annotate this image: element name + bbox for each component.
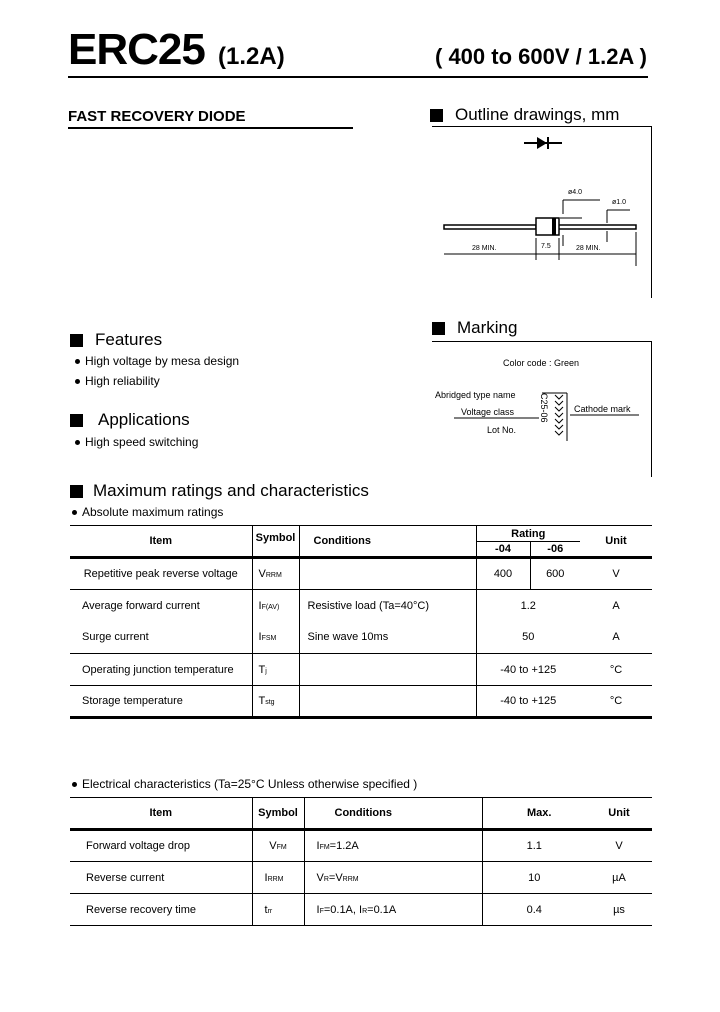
outline-heading xyxy=(430,105,619,125)
bullet-dot-icon xyxy=(72,510,77,515)
cell-symbol: VRRM xyxy=(252,558,299,590)
device-type-underline xyxy=(68,127,353,129)
cell-symbol: VFM xyxy=(252,830,304,862)
cell-unit: A xyxy=(612,599,620,612)
cell-conditions: IFM=1.2A xyxy=(304,830,482,862)
square-bullet-icon xyxy=(432,322,445,335)
cell-conditions: IF=0.1A, IR=0.1A xyxy=(304,894,482,926)
table-row xyxy=(70,622,652,654)
cell-conditions: VR=VRRM xyxy=(304,862,482,894)
cell-item: Storage temperature xyxy=(82,695,183,707)
svg-text:28 MIN.: 28 MIN. xyxy=(472,245,497,252)
cell-rating: -40 to +125 xyxy=(476,654,580,686)
col-item: Item xyxy=(149,807,173,819)
cell-rating-06: 600 xyxy=(530,558,580,590)
svg-text:Lot No.: Lot No. xyxy=(487,425,517,435)
bullet-dot-icon xyxy=(72,782,77,787)
marking-drawing xyxy=(432,385,652,445)
cell-max: 10 xyxy=(482,862,586,894)
ratings-heading-label: Maximum ratings and characteristics xyxy=(93,481,369,500)
square-bullet-icon xyxy=(70,334,83,347)
electrical-text: Electrical characteristics (Ta=25°C Unless otherwise specified ) xyxy=(82,777,418,791)
bullet-dot-icon xyxy=(75,359,80,364)
outline-frame-top xyxy=(432,126,652,127)
cell-item: Operating junction temperature xyxy=(82,663,234,676)
diode-symbol-icon xyxy=(524,137,562,149)
col-max: Max. xyxy=(482,798,586,830)
col-conditions: Conditions xyxy=(304,798,482,830)
svg-text:ø4.0: ø4.0 xyxy=(568,189,583,196)
cell-conditions: Resistive load (Ta=40°C) xyxy=(299,590,476,622)
square-bullet-icon xyxy=(430,109,443,122)
electrical-characteristics-table xyxy=(70,797,652,926)
table-row xyxy=(70,894,652,926)
cell-symbol: IF(AV) xyxy=(252,590,299,622)
marking-frame-top xyxy=(432,341,652,342)
applications-heading xyxy=(70,410,190,430)
cell-unit: A xyxy=(612,631,620,644)
table-row xyxy=(70,654,652,686)
col-symbol: Symbol xyxy=(252,798,304,830)
electrical-label xyxy=(72,776,417,792)
cell-item: Reverse recovery time xyxy=(86,903,197,916)
absolute-max-ratings-table xyxy=(70,525,652,719)
applications-heading-label: Applications xyxy=(98,410,190,429)
table-row xyxy=(70,686,652,718)
cell-max: 0.4 xyxy=(482,894,586,926)
device-type: FAST RECOVERY DIODE xyxy=(68,108,246,125)
col-conditions: Conditions xyxy=(299,526,476,558)
cell-unit: °C xyxy=(609,695,623,707)
cell-unit: °C xyxy=(609,663,623,676)
abs-max-label xyxy=(72,504,223,520)
cell-conditions xyxy=(299,686,476,718)
feature-text: High voltage by mesa design xyxy=(85,354,240,368)
abs-max-text: Absolute maximum ratings xyxy=(82,505,224,519)
col-rating-04: -04 xyxy=(476,542,530,558)
ratings-heading xyxy=(70,481,369,501)
cell-item: Average forward current xyxy=(82,599,200,612)
svg-text:28 MIN.: 28 MIN. xyxy=(576,245,601,252)
cell-symbol: IRRM xyxy=(252,862,304,894)
svg-text:Cathode mark: Cathode mark xyxy=(574,404,631,414)
title-divider xyxy=(68,76,648,78)
svg-text:C25-06: C25-06 xyxy=(539,393,549,423)
cell-max: 1.1 xyxy=(482,830,586,862)
col-unit: Unit xyxy=(605,535,627,547)
outline-drawing xyxy=(430,128,650,298)
table-row xyxy=(70,862,652,894)
features-heading-label: Features xyxy=(95,330,163,349)
cell-symbol: trr xyxy=(252,894,304,926)
cell-item: Repetitive peak reverse voltage xyxy=(83,568,238,580)
col-rating: Rating xyxy=(476,526,580,542)
cell-item: Forward voltage drop xyxy=(86,840,190,852)
svg-text:Voltage class: Voltage class xyxy=(461,407,515,417)
col-item: Item xyxy=(149,535,173,547)
outline-frame-right xyxy=(651,126,652,298)
svg-text:7.5: 7.5 xyxy=(541,243,551,250)
square-bullet-icon xyxy=(70,414,83,427)
svg-text:ø1.0: ø1.0 xyxy=(612,199,627,206)
cell-rating: 50 xyxy=(476,622,580,654)
square-bullet-icon xyxy=(70,485,83,498)
cell-unit: µs xyxy=(613,903,625,916)
voltage-current-range: ( 400 to 600V / 1.2A ) xyxy=(435,44,647,69)
feature-item xyxy=(75,373,160,389)
cell-symbol: Tstg xyxy=(252,686,299,718)
cell-rating-04: 400 xyxy=(476,558,530,590)
table-row xyxy=(70,590,652,622)
cell-unit: V xyxy=(612,568,620,580)
bullet-dot-icon xyxy=(75,379,80,384)
cell-conditions xyxy=(299,558,476,590)
col-unit: Unit xyxy=(608,807,630,819)
bullet-dot-icon xyxy=(75,440,80,445)
table-row xyxy=(70,558,652,590)
marking-heading-label: Marking xyxy=(457,318,518,337)
current-rating: (1.2A) xyxy=(218,43,285,70)
cell-unit: V xyxy=(615,840,623,852)
svg-text:Abridged type name: Abridged type name xyxy=(435,390,516,400)
part-number: ERC25 xyxy=(68,25,205,74)
application-text: High speed switching xyxy=(85,435,199,449)
marking-heading xyxy=(432,318,517,338)
cell-item: Surge current xyxy=(82,631,149,644)
feature-item xyxy=(75,353,239,369)
color-code: Color code : Green xyxy=(503,358,580,368)
cell-conditions xyxy=(299,654,476,686)
cell-unit: µA xyxy=(612,871,626,884)
cell-symbol: IFSM xyxy=(252,622,299,654)
features-heading xyxy=(70,330,162,350)
application-item xyxy=(75,434,198,450)
outline-heading-label: Outline drawings, mm xyxy=(455,105,620,124)
cell-conditions: Sine wave 10ms xyxy=(299,622,476,654)
cell-rating: 1.2 xyxy=(476,590,580,622)
cell-symbol: Tj xyxy=(252,654,299,686)
col-symbol: Symbol xyxy=(252,526,299,558)
cell-item: Reverse current xyxy=(86,871,165,884)
cell-rating: -40 to +125 xyxy=(476,686,580,718)
table-row xyxy=(70,830,652,862)
feature-text: High reliability xyxy=(85,374,160,388)
col-rating-06: -06 xyxy=(530,542,580,558)
